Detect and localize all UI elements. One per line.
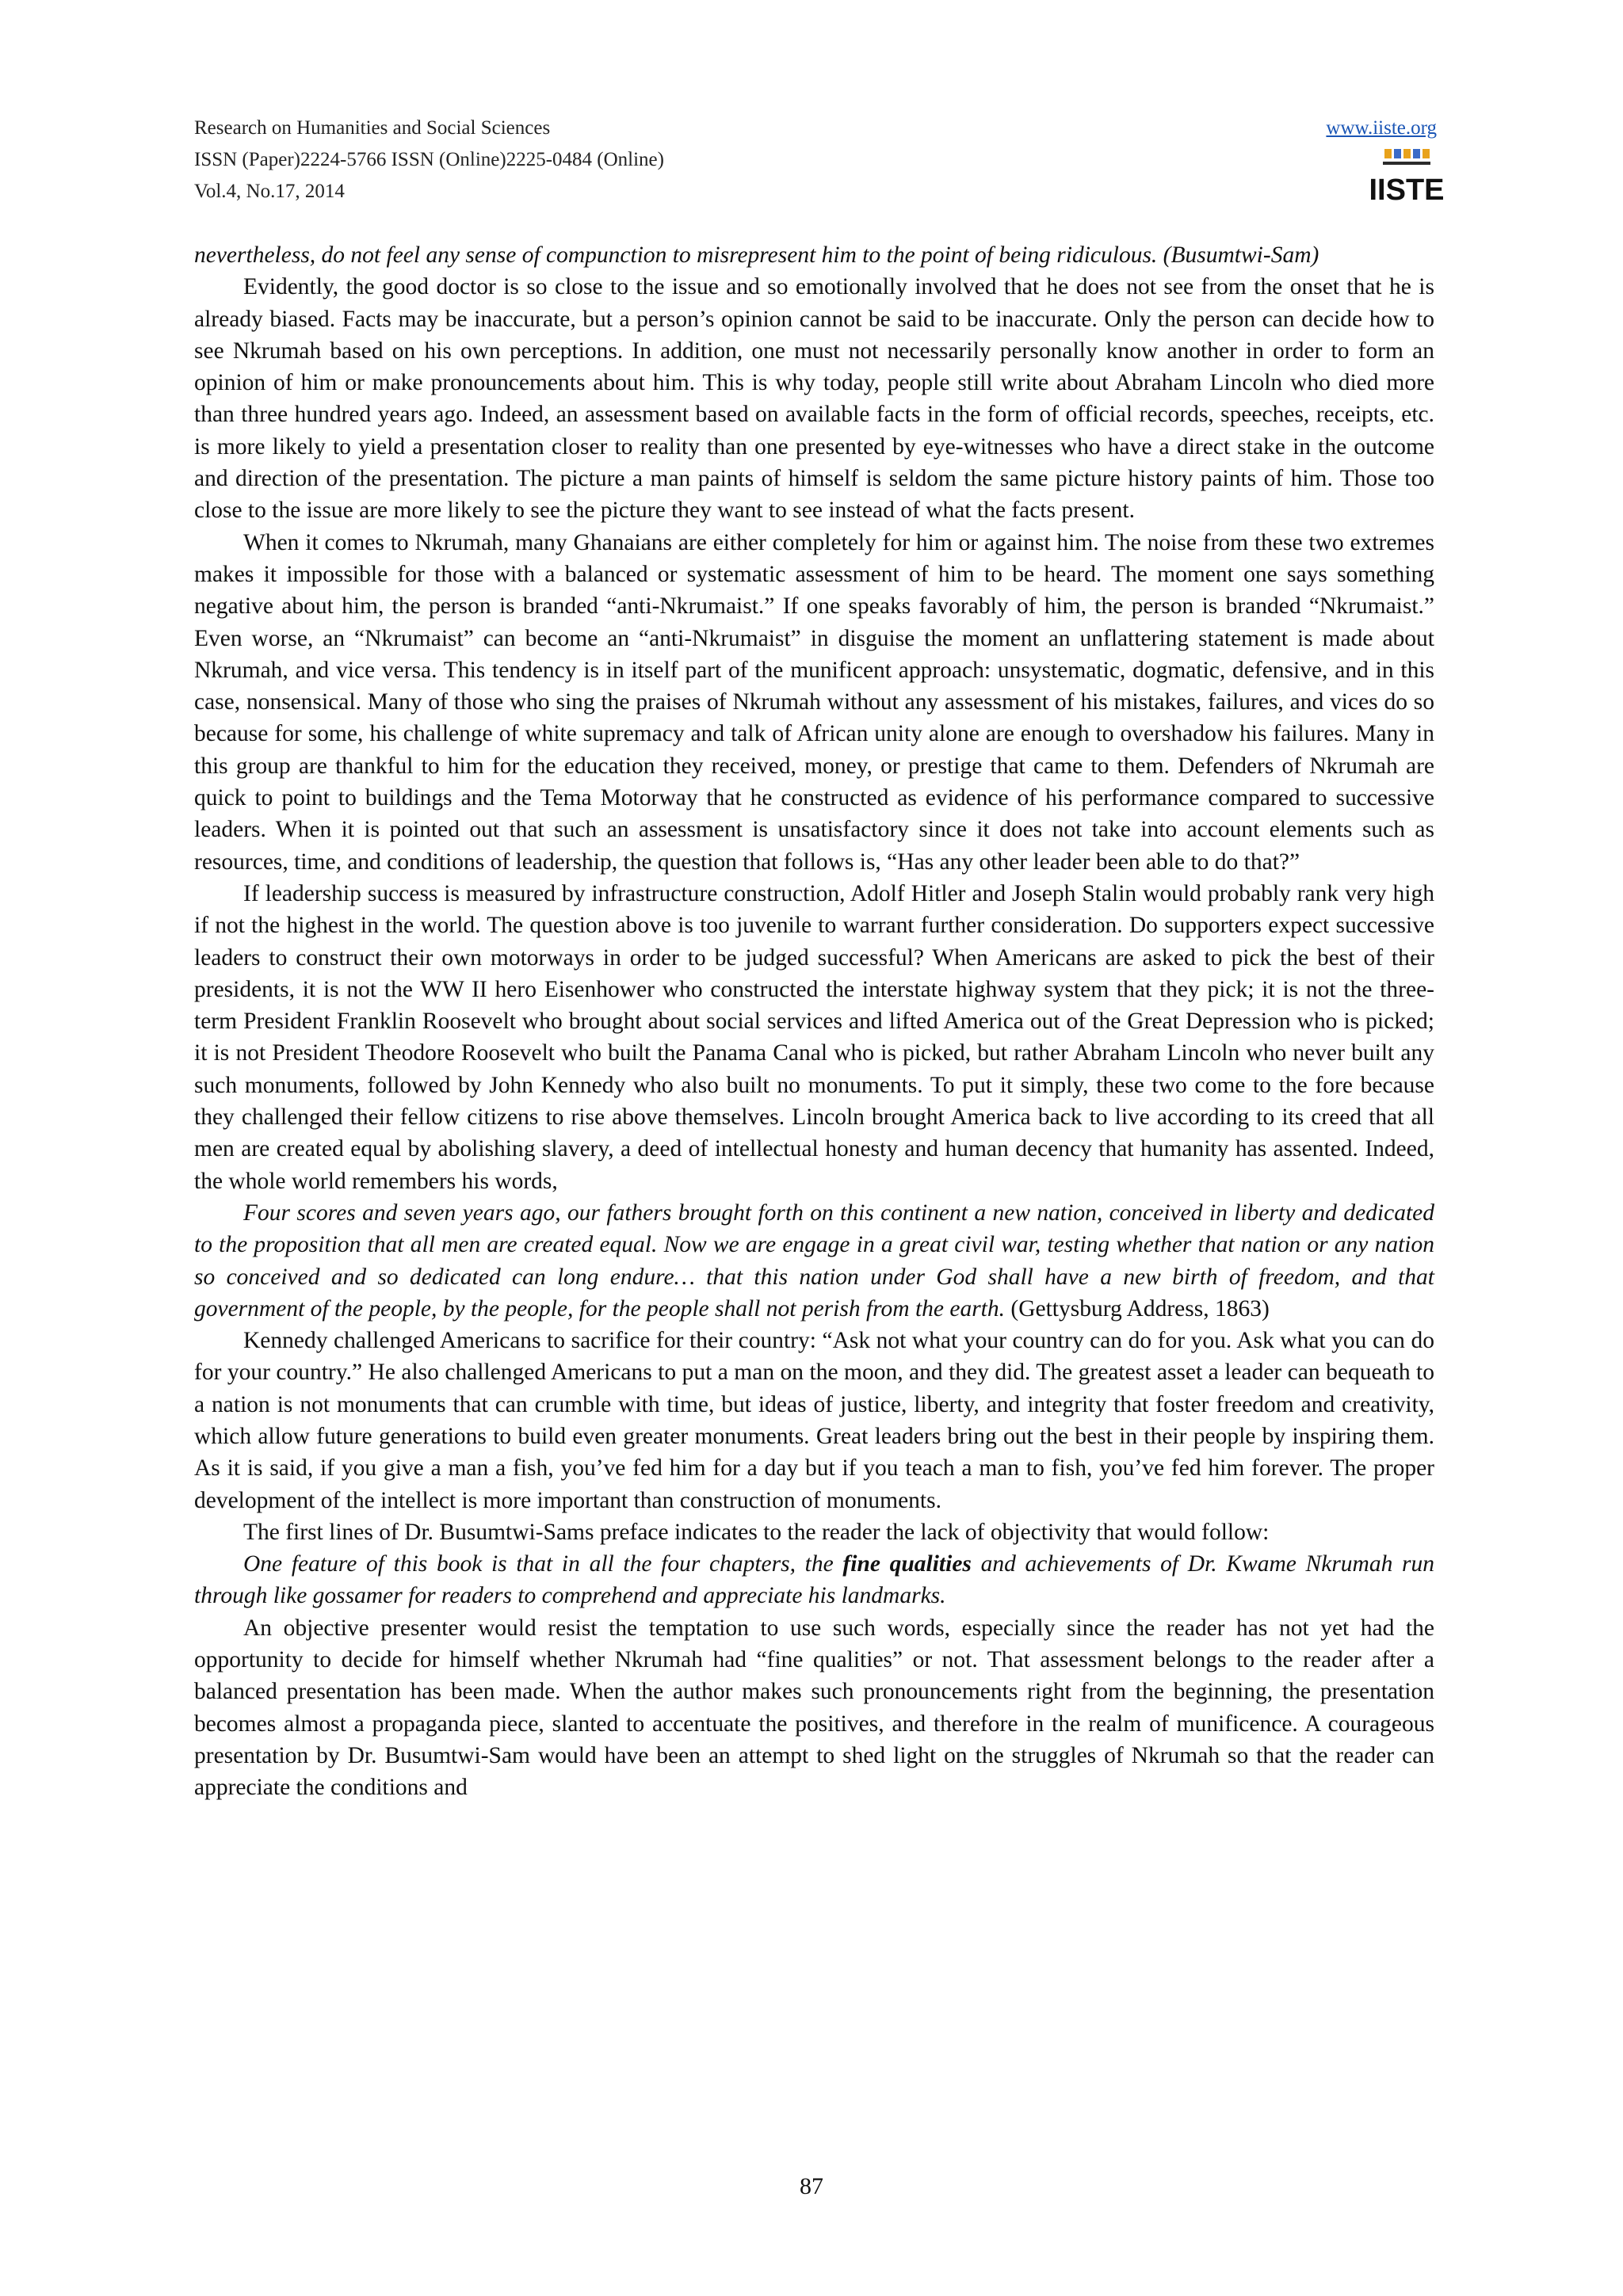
paragraph-preface: The first lines of Dr. Busumtwi-Sams preface indicates to the reader the lack of objectivity that would follow: [243,1519,1270,1545]
issn-line: ISSN (Paper)2224-5766 ISSN (Online)2225-0484 (Online) [194,149,664,170]
iiste-logo-icon [1369,147,1445,207]
quote-continuation: nevertheless, do not feel any sense of compunction to misrepresent him to the point of being ridiculous. (Busumtwi-Sam) [194,242,1319,268]
gettysburg-citation: (Gettysburg Address, 1863) [1010,1295,1270,1322]
paragraph-nkrumaist: When it comes to Nkrumah, many Ghanaians are either completely for him or against him. The noise from these two extremes makes it impossible for those with a balanced or systematic assessment of him to be heard. The moment one says something negative about him, the person is branded “anti-Nkrumaist.” If one speaks favorably of him, the person is branded “Nkrumaist.” Even worse, an “Nkrumaist” can become an “anti-Nkrumaist” in disguise the moment an unflattering statement is made about Nkrumah, and vice versa. This tendency is in itself part of the munificent approach: unsystematic, dogmatic, defensive, and in this case, nonsensical. Many of those who sing the praises of Nkrumah without any assessment of his mistakes, failures, and vices do so because for some, his challenge of white supremacy and talk of African unity alone are enough to overshadow his failures. Many in this group are thankful to him for the education they received, money, or prestige that came to them. Defenders of Nkrumah are quick to point to buildings and the Tema Motorway that he constructed as evidence of his performance compared to successive leaders. When it is pointed out that such an assessment is unsatisfactory since it does not take into account elements such as resources, time, and conditions of leadership, the question that follows is, “Has any other leader been able to do that?” [194,529,1434,875]
gettysburg-quote-text: Four scores and seven years ago, our fathers brought forth on this continent a new nation, conceived in liberty and dedicated to the proposition that all men are created equal. Now we are engage in a great civil war, testing whether that nation or any nation so conceived and so dedicated can long endure… that this nation under God shall have a new birth of freedom, and that government of the people, by the people, for the people shall not perish from the earth. [194,1199,1434,1322]
preface-quote [194,1548,1434,1612]
paragraph-objectivity: Evidently, the good doctor is so close to the issue and so emotionally involved that he does not see from the onset that he is already biased. Facts may be inaccurate, but a person’s opinion cannot be said to be inaccurate. Only the person can decide how to see Nkrumah based on his own perceptions. In addition, one must not necessarily personally know another in order to form an opinion of him or make pronouncements about him. This is why today, people still write about Abraham Lincoln who died more than three hundred years ago. Indeed, an assessment based on available facts in the form of official records, speeches, receipts, etc. is more likely to yield a presentation closer to reality than one presented by eye-witnesses who have a direct stake in the outcome and direction of the presentation. The picture a man paints of himself is seldom the same picture history paints of him. Those too close to the issue are more likely to see the picture they want to see instead of what the facts present. [194,274,1434,524]
svg-text:IISTE: IISTE [1369,174,1445,207]
article-body [194,239,1434,1804]
paragraph-kennedy: Kennedy challenged Americans to sacrifice for their country: “Ask not what your country can do for you. Ask what you can do for your country.” He also challenged Americans to put a man on the moon, and they did. The greatest asset a leader can bequeath to a nation is not monuments that can crumble with time, but ideas of justice, liberty, and integrity that foster freedom and creativity, which allow future generations to build even greater monuments. Great leaders bring out the best in their people by inspiring them. As it is said, if you give a man a fish, you’ve fed him for a day but if you teach a man to fish, you’ve fed him forever. The proper development of the intellect is more important than construction of monuments. [194,1328,1434,1513]
website-link[interactable]: www.iiste.org [1326,117,1437,139]
page-number: 87 [800,2173,823,2199]
preface-quote-end: and achievements of Dr. Kwame Nkrumah run through like gossamer for readers to comprehend and appreciate his landmarks. [194,1551,1435,1609]
volume-line: Vol.4, No.17, 2014 [194,181,345,202]
journal-title: Research on Humanities and Social Sciences [194,117,551,139]
page-header [194,113,1445,208]
gettysburg-quote [194,1197,1434,1325]
paragraph-leadership: If leadership success is measured by infrastructure construction, Adolf Hitler and Joseph Stalin would probably rank very high if not the highest in the world. The question above is too juvenile to warrant further consideration. Do supporters expect successive leaders to construct their own motorways in order to be judged successful? When Americans are asked to pick the best of their presidents, it is not the WW II hero Eisenhower who constructed the interstate highway system that they pick; it is not the three-term President Franklin Roosevelt who brought about social services and lifted America out of the Great Depression who is picked; it is not President Theodore Roosevelt who built the Panama Canal who is picked, but rather Abraham Lincoln who never built any such monuments, followed by John Kennedy who also built no monuments. To put it simply, these two come to the fore because they challenged their fellow citizens to rise above themselves. Lincoln brought America back to live according to its creed that all men are created equal by abolishing slavery, a deed of intellectual honesty and human decency that humanity has assented. Indeed, the whole world remembers his words, [194,880,1434,1194]
preface-quote-bold: fine qualities [842,1551,972,1577]
paragraph-objective-presenter: An objective presenter would resist the temptation to use such words, especially since the reader has not yet had the opportunity to decide for himself whether Nkrumah had “fine qualities” or not. That assessment belongs to the reader after a balanced presentation has been made. When the author makes such pronouncements right from the beginning, the presentation becomes almost a propaganda piece, slanted to accentuate the positives, and therefore in the realm of munificence. A courageous presentation by Dr. Busumtwi-Sam would have been an attempt to shed light on the struggles of Nkrumah so that the reader can appreciate the conditions and [194,1615,1434,1801]
preface-quote-start: One feature of this book is that in all the four chapters, the [243,1551,834,1577]
